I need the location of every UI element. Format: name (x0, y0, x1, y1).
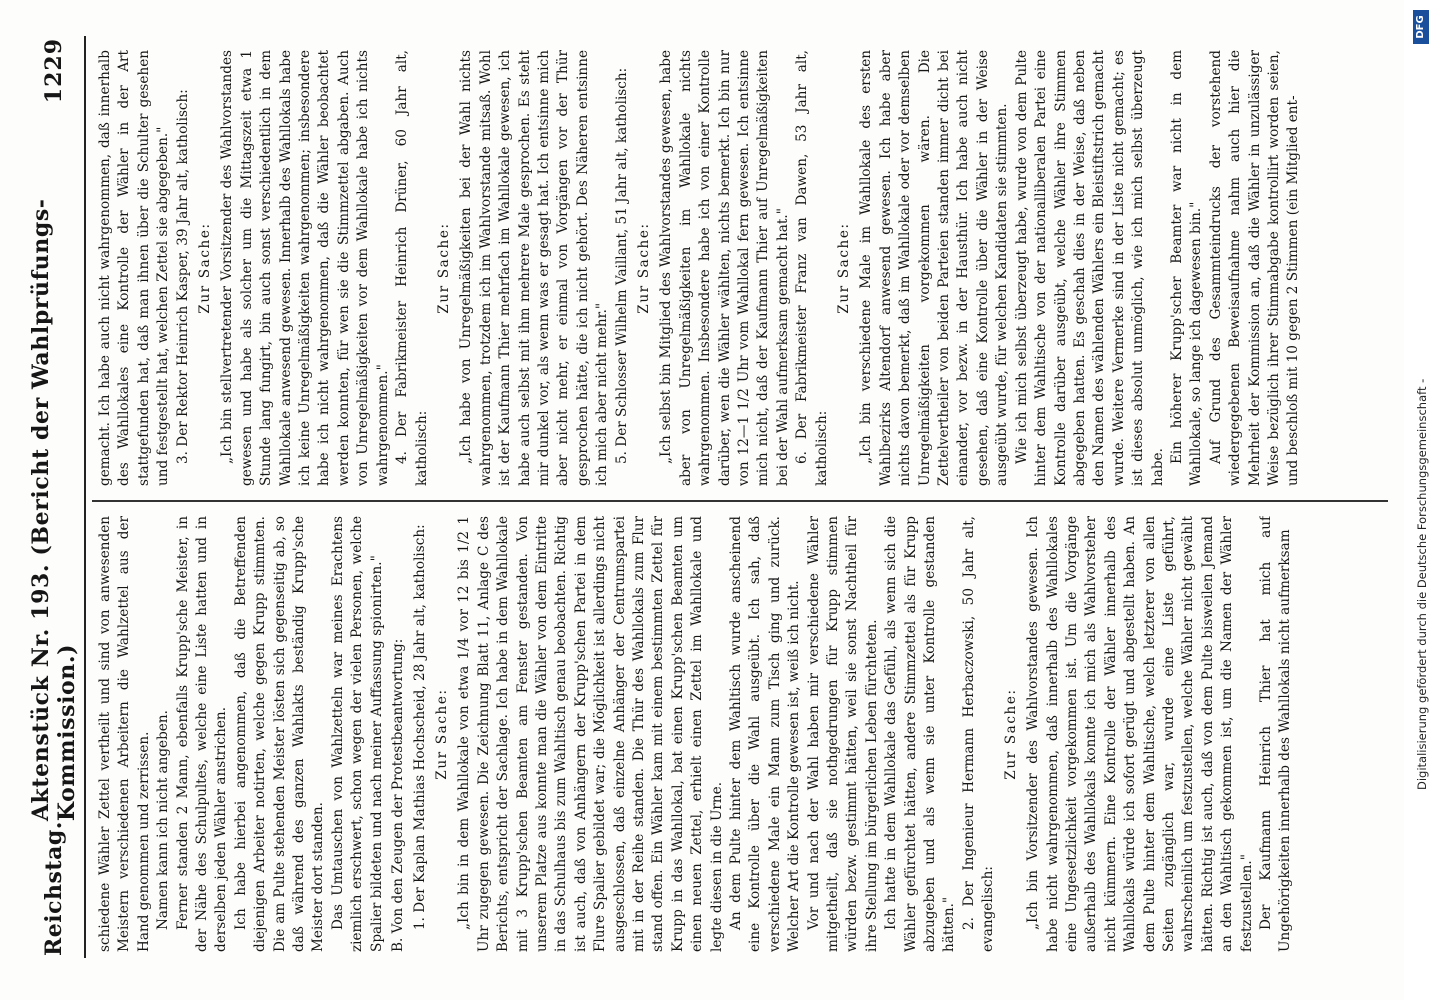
section-heading: Zur Sache: (435, 222, 452, 314)
dfg-logo[interactable] (1413, 10, 1429, 44)
paragraph: „Ich bin stellvertretender Vorsitzender des Wahlvorstandes gewesen und habe als solcher um die Mittagszeit etwa 1 Stunde lang fungirt, bin auch sonst verschiedentlich in dem Wahllokale anwesend gewesen. Innerhalb des Wahllokals habe ich keine Unregelmäßigkeiten wahrgenommen; insbesondere habe ich nicht wahrgenommen, daß die Wähler beobachtet werden konnten, für wen sie die Stimmzettel abgaben. Auch von Unregelmäßigkeiten vor dem Wahllokale habe ich nichts wahrgenommen." (219, 50, 391, 486)
section-heading: Zur Sache: (197, 222, 214, 314)
paragraph: Ich habe hierbei angenommen, daß die Betreffenden diejenigen Arbeiter notirten, welche gegen Krupp stimmten. Die am Pulte stehenden Meister lösten sich gegenseitig ab, so daß während des ganzen Wahlakts beständig Krupp'sche Meister dort standen. (232, 516, 327, 952)
header-title: Aktenstück Nr. 193. (Bericht der Wahlprüfungs-Kommission.) (28, 198, 80, 822)
paragraph: Ein höherer Krupp'scher Beamter war nicht in dem Wahllokale, so lange ich dagewesen bin." (1168, 50, 1205, 486)
page-number: 1229 (41, 38, 67, 104)
paragraph: Ich hatte in dem Wahllokale das Gefühl, als wenn sich die Wähler gefürchtet hätten, andere Stimmzettel als für Krupp abzugeben und als wenn sie unter Kontrolle gestanden hätten." (883, 516, 958, 952)
paragraph: „Ich bin verschiedene Male im Wahllokale des ersten Wahlbezirks Altendorf anwesend gewesen. Ich habe aber nichts davon bemerkt, daß im Wahllokale oder vor demselben Unregelmäßigkeiten vorgekommen wären. Die Zettelvertheiler von beiden Parteien standen immer dicht bei einander, vor bezw. in der Hausthür. Ich habe auch nicht gesehen, daß eine Kontrolle über die Wähler in der Weise ausgeübt wurde, für welchen Kandidaten sie stimmten. (858, 50, 1011, 486)
header-left: Reichstag. (41, 821, 67, 956)
section-subtitle: B. Von den Zeugen der Protestbeantwortung: (390, 638, 407, 952)
paragraph-continued: gemacht. Ich habe auch nicht wahrgenommen, daß innerhalb des Wahllokales eine Kontrolle der Wähler in der Art stattgefunden hat, daß man ihnen über die Schulter gesehen und festgestellt hat, welchen Zettel sie abgegeben." (97, 50, 172, 486)
page-header (28, 38, 80, 956)
digitization-credit (1410, 0, 1432, 1000)
witness-entry: 4. Der Fabrikmeister Heinrich Drüner, 60 Jahr alt, katholisch: (394, 50, 430, 486)
paragraph: Das Umtauschen von Wahlzetteln war meines Erachtens ziemlich erschwert, schon wegen der vielen Personen, welche Spalier bildeten und nach meiner Auffassung spionirten." (329, 516, 385, 952)
witness-entry: 2. Der Ingenieur Hermann Herbaczowski, 50 Jahr alt, evangelisch: (960, 516, 997, 952)
paragraph: Ferner standen 2 Mann, ebenfalls Krupp'sche Meister, in der Nähe des Schulpultes, welche eine Liste hatten und in derselben jeden Wähler anstrichen. (174, 516, 230, 952)
dfg-logo-label: DFG (1415, 15, 1426, 39)
right-column (96, 50, 1386, 486)
section-heading: Zur Sache: (836, 222, 853, 314)
header-rule (84, 36, 86, 958)
credit-text: Digitalisierung gefördert durch die Deutsche Forschungsgemeinschaft - (1415, 378, 1429, 790)
witness-entry: 3. Der Rektor Heinrich Kasper, 39 Jahr alt, katholisch: (174, 89, 191, 464)
witness-entry: 6. Der Fabrikmeister Franz van Dawen, 53 Jahr alt, katholisch: (794, 50, 830, 486)
paragraph: Namen kann ich nicht angeben. (155, 710, 172, 930)
paragraph: An dem Pulte hinter dem Wahltisch wurde anscheinend eine Kontrolle über die Wahl ausgeübt. Ich sah, daß verschiedene Male ein Mann zum Tisch ging und zurück. Welcher Art die Kontrolle gewesen ist, weiß ich nicht. (728, 516, 803, 952)
section-heading: Zur Sache: (635, 222, 652, 314)
column-divider (92, 501, 1388, 503)
paragraph: „Ich bin in dem Wahllokale von etwa 1/4 vor 12 bis 1/2 1 Uhr zugegen gewesen. Die Zeichnung Blatt 11, Anlage C des Berichts, entspricht der Sachlage. Ich habe in dem Wahllokale mit 3 Krupp'schen Beamten am Fenster gestanden. Von unserem Platze aus konnte man die Wähler von dem Eintritte in das Schulhaus bis zum Wahltisch genau beobachten. Richtig ist auch, daß von Anhängern der Krupp'schen Partei in dem Flure Spalier gebildet war; die Möglichkeit ist allerdings nicht ausgeschlossen, daß einzelne Anhänger der Centrumspartei mit in der Reihe standen. Die Thür des Wahllokals zum Flur stand offen. Ein Wähler kam mit einem bestimmten Zettel für Krupp in das Wahllokal, bat einen Krupp'schen Beamten um einen neuen Zettel, erhielt einen Zettel im Wahllokale und legte diesen in die Urne. (456, 516, 725, 952)
section-heading: Zur Sache: (1002, 688, 1019, 780)
left-column (96, 516, 1386, 952)
witness-entry: 5. Der Schlosser Wilhelm Vaillant, 51 Jahr alt, katholisch: (613, 67, 630, 464)
section-heading: Zur Sache: (433, 688, 450, 780)
paragraph: „Ich bin Vorsitzender des Wahlvorstandes gewesen. Ich habe nicht wahrgenommen, daß innerhalb des Wahllokales eine Ungesetzlichkeit vorgekommen ist. Um die Vorgänge außerhalb des Wahllokals konnte ich mich als Wahlvorsteher nicht kümmern. Eine Kontrolle der Wähler innerhalb des Wahllokals würde ich sofort gerügt und abgestellt haben. An dem Pulte hinter dem Wahltische, welch letzterer von allen Seiten zugänglich war, wurde eine Liste geführt, wahrscheinlich um festzustellen, welche Wähler nicht gewählt hätten. Richtig ist auch, daß von dem Pulte bisweilen Jemand an den Wahltisch gekommen ist, um die Namen der Wähler festzustellen." (1025, 516, 1255, 952)
paragraph: „Ich selbst bin Mitglied des Wahlvorstandes gewesen, habe aber von Unregelmäßigkeiten im Wahllokale nichts wahrgenommen. Insbesondere habe ich von einer Kontrolle darüber, wen die Wähler wählten, nichts bemerkt. Ich bin nur von 12—1 1/2 Uhr vom Wahllokal fern gewesen. Ich entsinne mich nicht, daß der Kaufmann Thier auf Unregelmäßigkeiten bei der Wahl aufmerksam gemacht hat." (658, 50, 791, 486)
paragraph: „Ich habe von Unregelmäßigkeiten bei der Wahl nichts wahrgenommen, trotzdem ich im Wahlvorstande mitsaß. Wohl ist der Kaufmann Thier mehrfach im Wahllokale gewesen, ich habe auch selbst mit ihm mehrere Male gesprochen. Es steht mir dunkel vor, als wenn was er gesagt hat. Ich entsinne mich aber nicht mehr, er einmal von Vorgängen vor der Thür gesprochen hätte, die ich nicht gehört. Des Näheren entsinne ich mich aber nicht mehr." (458, 50, 611, 486)
paragraph: Wie ich mich selbst überzeugt habe, wurde von dem Pulte hinter dem Wahltische von der nationalliberalen Partei eine Kontrolle darüber ausgeübt, welche Wähler ihre Stimmen abgegeben hatten. Es geschah dies in der Weise, daß neben den Namen des wählenden Wählers ein Bleistiftstrich gemacht wurde. Weitere Vermerke sind in der Liste nicht gemacht; es ist dieses absolut unmöglich, wie ich mich selbst überzeugt habe. (1013, 50, 1166, 486)
paragraph: Vor und nach der Wahl haben mir verschiedene Wähler mitgetheilt, daß sie nothgedrungen für Krupp stimmen würden bezw. gestimmt hätten, weil sie sonst Nachtheil für ihre Stellung im bürgerlichen Leben fürchteten. (805, 516, 880, 952)
witness-entry: 1. Der Kaplan Mathias Hochscheid, 28 Jahr alt, katholisch: (411, 524, 428, 930)
paragraph: Auf Grund des Gesammteindrucks der vorstehend wiedergegebenen Beweisaufnahme nahm auch hier die Mehrheit der Kommission an, daß die Wähler in unzulässiger Weise bezüglich ihrer Stimmabgabe kontrollirt worden seien, und beschloß mit 10 gegen 2 Stimmen (ein Mitglied ent- (1207, 50, 1302, 486)
paragraph: Der Kaufmann Heinrich Thier hat mich auf Ungehörigkeiten innerhalb des Wahllokals nicht aufmerksam (1257, 516, 1294, 952)
paragraph-continued: schiedene Wähler Zettel vertheilt und sind von anwesenden Meistern verschiedenen Arbeitern die Wahlzettel aus der Hand genommen und zerrissen. (97, 516, 152, 952)
